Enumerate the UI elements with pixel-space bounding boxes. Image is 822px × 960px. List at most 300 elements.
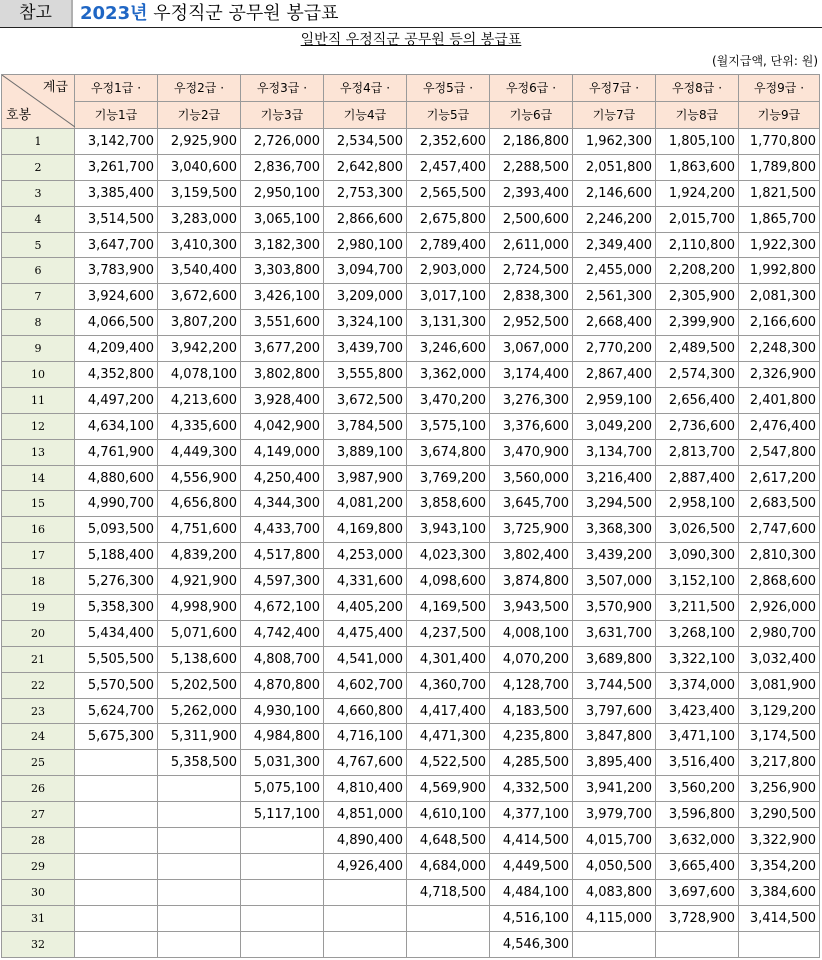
salary-cell: 2,534,500	[324, 129, 407, 155]
title-text: 우정직군 공무원 봉급표	[153, 3, 339, 24]
salary-cell	[158, 853, 241, 879]
table-row	[2, 569, 820, 595]
salary-cell: 3,802,800	[241, 362, 324, 388]
salary-cell	[324, 905, 407, 931]
salary-cell: 4,183,500	[490, 698, 573, 724]
salary-cell: 2,747,600	[739, 517, 820, 543]
salary-cell: 3,268,100	[656, 620, 739, 646]
salary-cell: 2,574,300	[656, 362, 739, 388]
salary-cell: 2,952,500	[490, 310, 573, 336]
salary-cell: 3,645,700	[490, 491, 573, 517]
header-divider	[0, 27, 822, 28]
salary-cell: 3,689,800	[573, 646, 656, 672]
salary-cell: 1,863,600	[656, 154, 739, 180]
grade-header-line1: 우정3급 ·	[241, 75, 324, 102]
step-cell: 1	[2, 129, 75, 155]
step-cell: 30	[2, 879, 75, 905]
salary-cell: 3,246,600	[407, 336, 490, 362]
salary-cell: 2,617,200	[739, 465, 820, 491]
step-cell: 19	[2, 595, 75, 621]
salary-cell: 2,561,300	[573, 284, 656, 310]
salary-cell: 4,998,900	[158, 595, 241, 621]
salary-cell: 4,471,300	[407, 724, 490, 750]
salary-cell: 3,256,900	[739, 776, 820, 802]
table-row	[2, 336, 820, 362]
salary-cell	[75, 750, 158, 776]
salary-cell: 4,344,300	[241, 491, 324, 517]
document-title	[80, 0, 339, 27]
salary-cell: 2,500,600	[490, 206, 573, 232]
salary-cell: 2,838,300	[490, 284, 573, 310]
salary-cell: 4,556,900	[158, 465, 241, 491]
pay-scale-table	[1, 74, 820, 958]
salary-cell: 2,770,200	[573, 336, 656, 362]
salary-cell: 3,697,600	[656, 879, 739, 905]
salary-cell: 3,362,000	[407, 362, 490, 388]
salary-cell: 3,942,200	[158, 336, 241, 362]
salary-cell	[241, 905, 324, 931]
salary-cell: 4,078,100	[158, 362, 241, 388]
table-row	[2, 439, 820, 465]
salary-cell: 4,335,600	[158, 413, 241, 439]
table-row	[2, 413, 820, 439]
grade-header-line1: 우정6급 ·	[490, 75, 573, 102]
salary-cell: 4,050,500	[573, 853, 656, 879]
salary-cell: 2,288,500	[490, 154, 573, 180]
salary-cell: 2,352,600	[407, 129, 490, 155]
salary-cell: 1,789,800	[739, 154, 820, 180]
grade-header-line2: 기능5급	[407, 102, 490, 129]
salary-cell	[158, 931, 241, 957]
unit-note: (월지급액, 단위: 원)	[712, 54, 818, 68]
salary-cell: 4,610,100	[407, 802, 490, 828]
salary-cell: 2,668,400	[573, 310, 656, 336]
salary-cell: 2,753,300	[324, 180, 407, 206]
salary-cell: 2,866,600	[324, 206, 407, 232]
table-row	[2, 698, 820, 724]
salary-cell	[573, 931, 656, 957]
salary-cell: 4,023,300	[407, 543, 490, 569]
salary-cell: 4,634,100	[75, 413, 158, 439]
salary-cell: 3,570,900	[573, 595, 656, 621]
salary-cell: 2,246,200	[573, 206, 656, 232]
salary-cell: 4,751,600	[158, 517, 241, 543]
salary-cell	[739, 931, 820, 957]
salary-cell: 3,941,200	[573, 776, 656, 802]
step-cell: 12	[2, 413, 75, 439]
salary-cell: 3,423,400	[656, 698, 739, 724]
salary-cell: 4,761,900	[75, 439, 158, 465]
salary-cell: 3,858,600	[407, 491, 490, 517]
salary-cell	[75, 776, 158, 802]
salary-cell: 4,569,900	[407, 776, 490, 802]
salary-cell: 4,417,400	[407, 698, 490, 724]
salary-cell: 3,784,500	[324, 413, 407, 439]
salary-cell: 5,675,300	[75, 724, 158, 750]
salary-cell: 4,516,100	[490, 905, 573, 931]
salary-cell: 4,851,000	[324, 802, 407, 828]
salary-cell: 3,067,000	[490, 336, 573, 362]
salary-cell: 4,522,500	[407, 750, 490, 776]
salary-cell: 2,051,800	[573, 154, 656, 180]
table-row	[2, 776, 820, 802]
salary-cell: 4,301,400	[407, 646, 490, 672]
salary-cell: 4,718,500	[407, 879, 490, 905]
salary-cell: 2,736,600	[656, 413, 739, 439]
salary-cell	[75, 931, 158, 957]
grade-header-line2: 기능7급	[573, 102, 656, 129]
salary-cell: 1,865,700	[739, 206, 820, 232]
salary-cell: 3,924,600	[75, 284, 158, 310]
salary-cell: 3,725,900	[490, 517, 573, 543]
grade-header-line2: 기능1급	[75, 102, 158, 129]
salary-cell: 3,560,000	[490, 465, 573, 491]
step-cell: 23	[2, 698, 75, 724]
document-header	[0, 0, 822, 27]
salary-cell: 3,943,500	[490, 595, 573, 621]
salary-cell: 2,724,500	[490, 258, 573, 284]
salary-cell	[75, 853, 158, 879]
salary-cell: 4,930,100	[241, 698, 324, 724]
table-row	[2, 310, 820, 336]
salary-cell: 4,839,200	[158, 543, 241, 569]
salary-cell: 3,632,000	[656, 828, 739, 854]
step-cell: 20	[2, 620, 75, 646]
salary-cell: 2,326,900	[739, 362, 820, 388]
salary-cell: 3,026,500	[656, 517, 739, 543]
salary-cell	[241, 853, 324, 879]
salary-cell: 3,728,900	[656, 905, 739, 931]
salary-cell: 1,821,500	[739, 180, 820, 206]
salary-cell: 3,322,100	[656, 646, 739, 672]
salary-cell: 4,070,200	[490, 646, 573, 672]
salary-cell: 2,959,100	[573, 387, 656, 413]
salary-cell: 4,984,800	[241, 724, 324, 750]
table-row	[2, 180, 820, 206]
salary-cell: 2,642,800	[324, 154, 407, 180]
salary-cell: 4,672,100	[241, 595, 324, 621]
salary-cell: 1,924,200	[656, 180, 739, 206]
grade-header-line1: 우정1급 ·	[75, 75, 158, 102]
salary-cell: 1,992,800	[739, 258, 820, 284]
salary-cell: 5,071,600	[158, 620, 241, 646]
salary-cell: 3,507,000	[573, 569, 656, 595]
grade-header-line2: 기능8급	[656, 102, 739, 129]
salary-cell: 5,434,400	[75, 620, 158, 646]
salary-cell: 3,807,200	[158, 310, 241, 336]
salary-cell: 5,570,500	[75, 672, 158, 698]
salary-cell: 3,677,200	[241, 336, 324, 362]
salary-cell: 4,083,800	[573, 879, 656, 905]
salary-cell: 3,555,800	[324, 362, 407, 388]
salary-cell	[158, 879, 241, 905]
grade-header-line2: 기능3급	[241, 102, 324, 129]
salary-cell: 3,090,300	[656, 543, 739, 569]
salary-cell: 3,802,400	[490, 543, 573, 569]
salary-cell: 4,377,100	[490, 802, 573, 828]
salary-cell: 4,742,400	[241, 620, 324, 646]
salary-cell	[324, 931, 407, 957]
title-year: 2023년	[80, 3, 148, 24]
salary-cell: 3,631,700	[573, 620, 656, 646]
salary-cell: 4,066,500	[75, 310, 158, 336]
salary-cell: 2,925,900	[158, 129, 241, 155]
salary-cell: 3,129,200	[739, 698, 820, 724]
table-row	[2, 154, 820, 180]
salary-cell: 2,399,900	[656, 310, 739, 336]
salary-cell: 4,115,000	[573, 905, 656, 931]
salary-cell: 4,890,400	[324, 828, 407, 854]
salary-cell: 4,128,700	[490, 672, 573, 698]
table-row	[2, 284, 820, 310]
salary-cell: 2,081,300	[739, 284, 820, 310]
salary-cell: 1,805,100	[656, 129, 739, 155]
salary-cell: 2,401,800	[739, 387, 820, 413]
salary-cell	[656, 931, 739, 957]
salary-cell: 3,142,700	[75, 129, 158, 155]
step-cell: 27	[2, 802, 75, 828]
salary-cell: 3,384,600	[739, 879, 820, 905]
salary-cell: 3,439,700	[324, 336, 407, 362]
table-row	[2, 750, 820, 776]
salary-cell: 2,726,000	[241, 129, 324, 155]
step-cell: 6	[2, 258, 75, 284]
salary-cell: 4,081,200	[324, 491, 407, 517]
step-cell: 31	[2, 905, 75, 931]
step-cell: 8	[2, 310, 75, 336]
salary-cell: 2,887,400	[656, 465, 739, 491]
salary-cell: 3,744,500	[573, 672, 656, 698]
salary-cell: 2,789,400	[407, 232, 490, 258]
salary-cell: 2,186,800	[490, 129, 573, 155]
salary-cell: 5,117,100	[241, 802, 324, 828]
salary-cell: 3,410,300	[158, 232, 241, 258]
grade-header-line2: 기능9급	[739, 102, 820, 129]
salary-cell: 2,836,700	[241, 154, 324, 180]
table-row	[2, 258, 820, 284]
salary-cell	[75, 905, 158, 931]
salary-cell: 3,322,900	[739, 828, 820, 854]
salary-cell: 2,980,700	[739, 620, 820, 646]
salary-cell: 3,017,100	[407, 284, 490, 310]
step-cell: 2	[2, 154, 75, 180]
salary-cell: 4,332,500	[490, 776, 573, 802]
salary-cell: 5,358,300	[75, 595, 158, 621]
step-cell: 10	[2, 362, 75, 388]
table-row	[2, 232, 820, 258]
salary-cell: 4,098,600	[407, 569, 490, 595]
salary-cell: 4,250,400	[241, 465, 324, 491]
table-row	[2, 905, 820, 931]
salary-cell: 3,647,700	[75, 232, 158, 258]
salary-cell: 3,874,800	[490, 569, 573, 595]
salary-cell: 5,075,100	[241, 776, 324, 802]
salary-cell: 4,660,800	[324, 698, 407, 724]
salary-cell: 4,149,000	[241, 439, 324, 465]
table-row	[2, 672, 820, 698]
salary-cell: 4,235,800	[490, 724, 573, 750]
salary-cell: 3,665,400	[656, 853, 739, 879]
salary-cell: 3,414,500	[739, 905, 820, 931]
salary-cell: 2,683,500	[739, 491, 820, 517]
salary-cell: 3,182,300	[241, 232, 324, 258]
salary-cell: 2,110,800	[656, 232, 739, 258]
step-cell: 26	[2, 776, 75, 802]
salary-cell: 2,547,800	[739, 439, 820, 465]
salary-cell: 2,208,200	[656, 258, 739, 284]
salary-cell: 2,457,400	[407, 154, 490, 180]
salary-cell: 3,303,800	[241, 258, 324, 284]
salary-cell: 4,656,800	[158, 491, 241, 517]
grade-header-line1: 우정9급 ·	[739, 75, 820, 102]
salary-cell: 4,169,800	[324, 517, 407, 543]
grade-header-line2: 기능6급	[490, 102, 573, 129]
salary-cell: 3,889,100	[324, 439, 407, 465]
salary-cell: 2,813,700	[656, 439, 739, 465]
salary-cell: 3,374,000	[656, 672, 739, 698]
salary-cell: 5,505,500	[75, 646, 158, 672]
salary-cell: 3,131,300	[407, 310, 490, 336]
step-cell: 3	[2, 180, 75, 206]
table-header	[2, 75, 820, 129]
step-cell: 4	[2, 206, 75, 232]
salary-cell: 3,797,600	[573, 698, 656, 724]
table-row	[2, 828, 820, 854]
salary-cell: 2,958,100	[656, 491, 739, 517]
salary-cell: 3,276,300	[490, 387, 573, 413]
salary-cell: 4,546,300	[490, 931, 573, 957]
salary-cell: 2,393,400	[490, 180, 573, 206]
salary-cell: 4,414,500	[490, 828, 573, 854]
salary-cell: 5,276,300	[75, 569, 158, 595]
salary-cell: 4,716,100	[324, 724, 407, 750]
salary-cell	[75, 879, 158, 905]
salary-cell: 3,672,600	[158, 284, 241, 310]
salary-cell: 3,439,200	[573, 543, 656, 569]
step-cell: 11	[2, 387, 75, 413]
salary-cell: 4,767,600	[324, 750, 407, 776]
salary-cell: 3,470,200	[407, 387, 490, 413]
salary-cell	[75, 802, 158, 828]
salary-cell: 3,065,100	[241, 206, 324, 232]
salary-cell: 3,211,500	[656, 595, 739, 621]
table-row	[2, 879, 820, 905]
salary-cell: 4,921,900	[158, 569, 241, 595]
salary-cell: 1,922,300	[739, 232, 820, 258]
step-cell: 9	[2, 336, 75, 362]
table-row	[2, 465, 820, 491]
salary-cell: 4,602,700	[324, 672, 407, 698]
salary-cell: 3,540,400	[158, 258, 241, 284]
salary-cell: 3,987,900	[324, 465, 407, 491]
table-title-text: 일반직 우정직군 공무원 등의 봉급표	[300, 32, 522, 48]
salary-cell: 2,565,500	[407, 180, 490, 206]
salary-cell: 3,385,400	[75, 180, 158, 206]
salary-cell: 3,324,100	[324, 310, 407, 336]
step-cell: 24	[2, 724, 75, 750]
table-row	[2, 595, 820, 621]
salary-cell	[158, 828, 241, 854]
salary-cell: 4,870,800	[241, 672, 324, 698]
salary-cell: 3,895,400	[573, 750, 656, 776]
corner-step-label: 호봉	[6, 108, 32, 123]
salary-cell: 2,810,300	[739, 543, 820, 569]
step-cell: 7	[2, 284, 75, 310]
step-cell: 32	[2, 931, 75, 957]
salary-cell: 3,081,900	[739, 672, 820, 698]
salary-cell: 3,368,300	[573, 517, 656, 543]
salary-cell: 3,470,900	[490, 439, 573, 465]
grade-header-line1: 우정7급 ·	[573, 75, 656, 102]
salary-cell: 3,094,700	[324, 258, 407, 284]
salary-cell: 3,152,100	[656, 569, 739, 595]
salary-cell: 3,174,500	[739, 724, 820, 750]
salary-cell: 4,810,400	[324, 776, 407, 802]
salary-cell: 2,489,500	[656, 336, 739, 362]
salary-cell: 5,358,500	[158, 750, 241, 776]
reference-label: 참고	[0, 0, 73, 27]
salary-cell	[241, 828, 324, 854]
salary-cell: 4,517,800	[241, 543, 324, 569]
salary-cell: 3,979,700	[573, 802, 656, 828]
salary-cell: 3,134,700	[573, 439, 656, 465]
table-title	[0, 30, 822, 50]
salary-cell	[75, 828, 158, 854]
salary-cell: 4,684,000	[407, 853, 490, 879]
grade-header-line1: 우정8급 ·	[656, 75, 739, 102]
salary-cell: 4,331,600	[324, 569, 407, 595]
salary-cell: 2,868,600	[739, 569, 820, 595]
salary-cell: 3,551,600	[241, 310, 324, 336]
salary-cell: 3,049,200	[573, 413, 656, 439]
salary-cell	[407, 905, 490, 931]
salary-cell: 2,166,600	[739, 310, 820, 336]
grade-header-line1: 우정5급 ·	[407, 75, 490, 102]
grade-header-line1: 우정2급 ·	[158, 75, 241, 102]
table-row	[2, 387, 820, 413]
table-row	[2, 517, 820, 543]
salary-cell: 4,405,200	[324, 595, 407, 621]
salary-cell: 3,575,100	[407, 413, 490, 439]
salary-cell: 1,962,300	[573, 129, 656, 155]
salary-cell: 3,928,400	[241, 387, 324, 413]
salary-cell: 5,188,400	[75, 543, 158, 569]
salary-cell: 4,253,000	[324, 543, 407, 569]
table-row	[2, 646, 820, 672]
salary-cell: 4,449,300	[158, 439, 241, 465]
salary-cell: 4,042,900	[241, 413, 324, 439]
salary-cell: 4,597,300	[241, 569, 324, 595]
salary-cell: 3,261,700	[75, 154, 158, 180]
step-cell: 21	[2, 646, 75, 672]
table-row	[2, 543, 820, 569]
salary-cell: 5,093,500	[75, 517, 158, 543]
salary-cell	[324, 879, 407, 905]
step-cell: 25	[2, 750, 75, 776]
salary-cell: 4,808,700	[241, 646, 324, 672]
corner-header	[2, 75, 75, 129]
salary-cell: 2,950,100	[241, 180, 324, 206]
salary-cell: 2,455,000	[573, 258, 656, 284]
salary-cell: 3,174,400	[490, 362, 573, 388]
salary-cell: 2,248,300	[739, 336, 820, 362]
table-row	[2, 129, 820, 155]
salary-cell: 3,216,400	[573, 465, 656, 491]
salary-cell: 4,475,400	[324, 620, 407, 646]
table-row	[2, 620, 820, 646]
salary-cell: 4,484,100	[490, 879, 573, 905]
grade-header-line2: 기능4급	[324, 102, 407, 129]
